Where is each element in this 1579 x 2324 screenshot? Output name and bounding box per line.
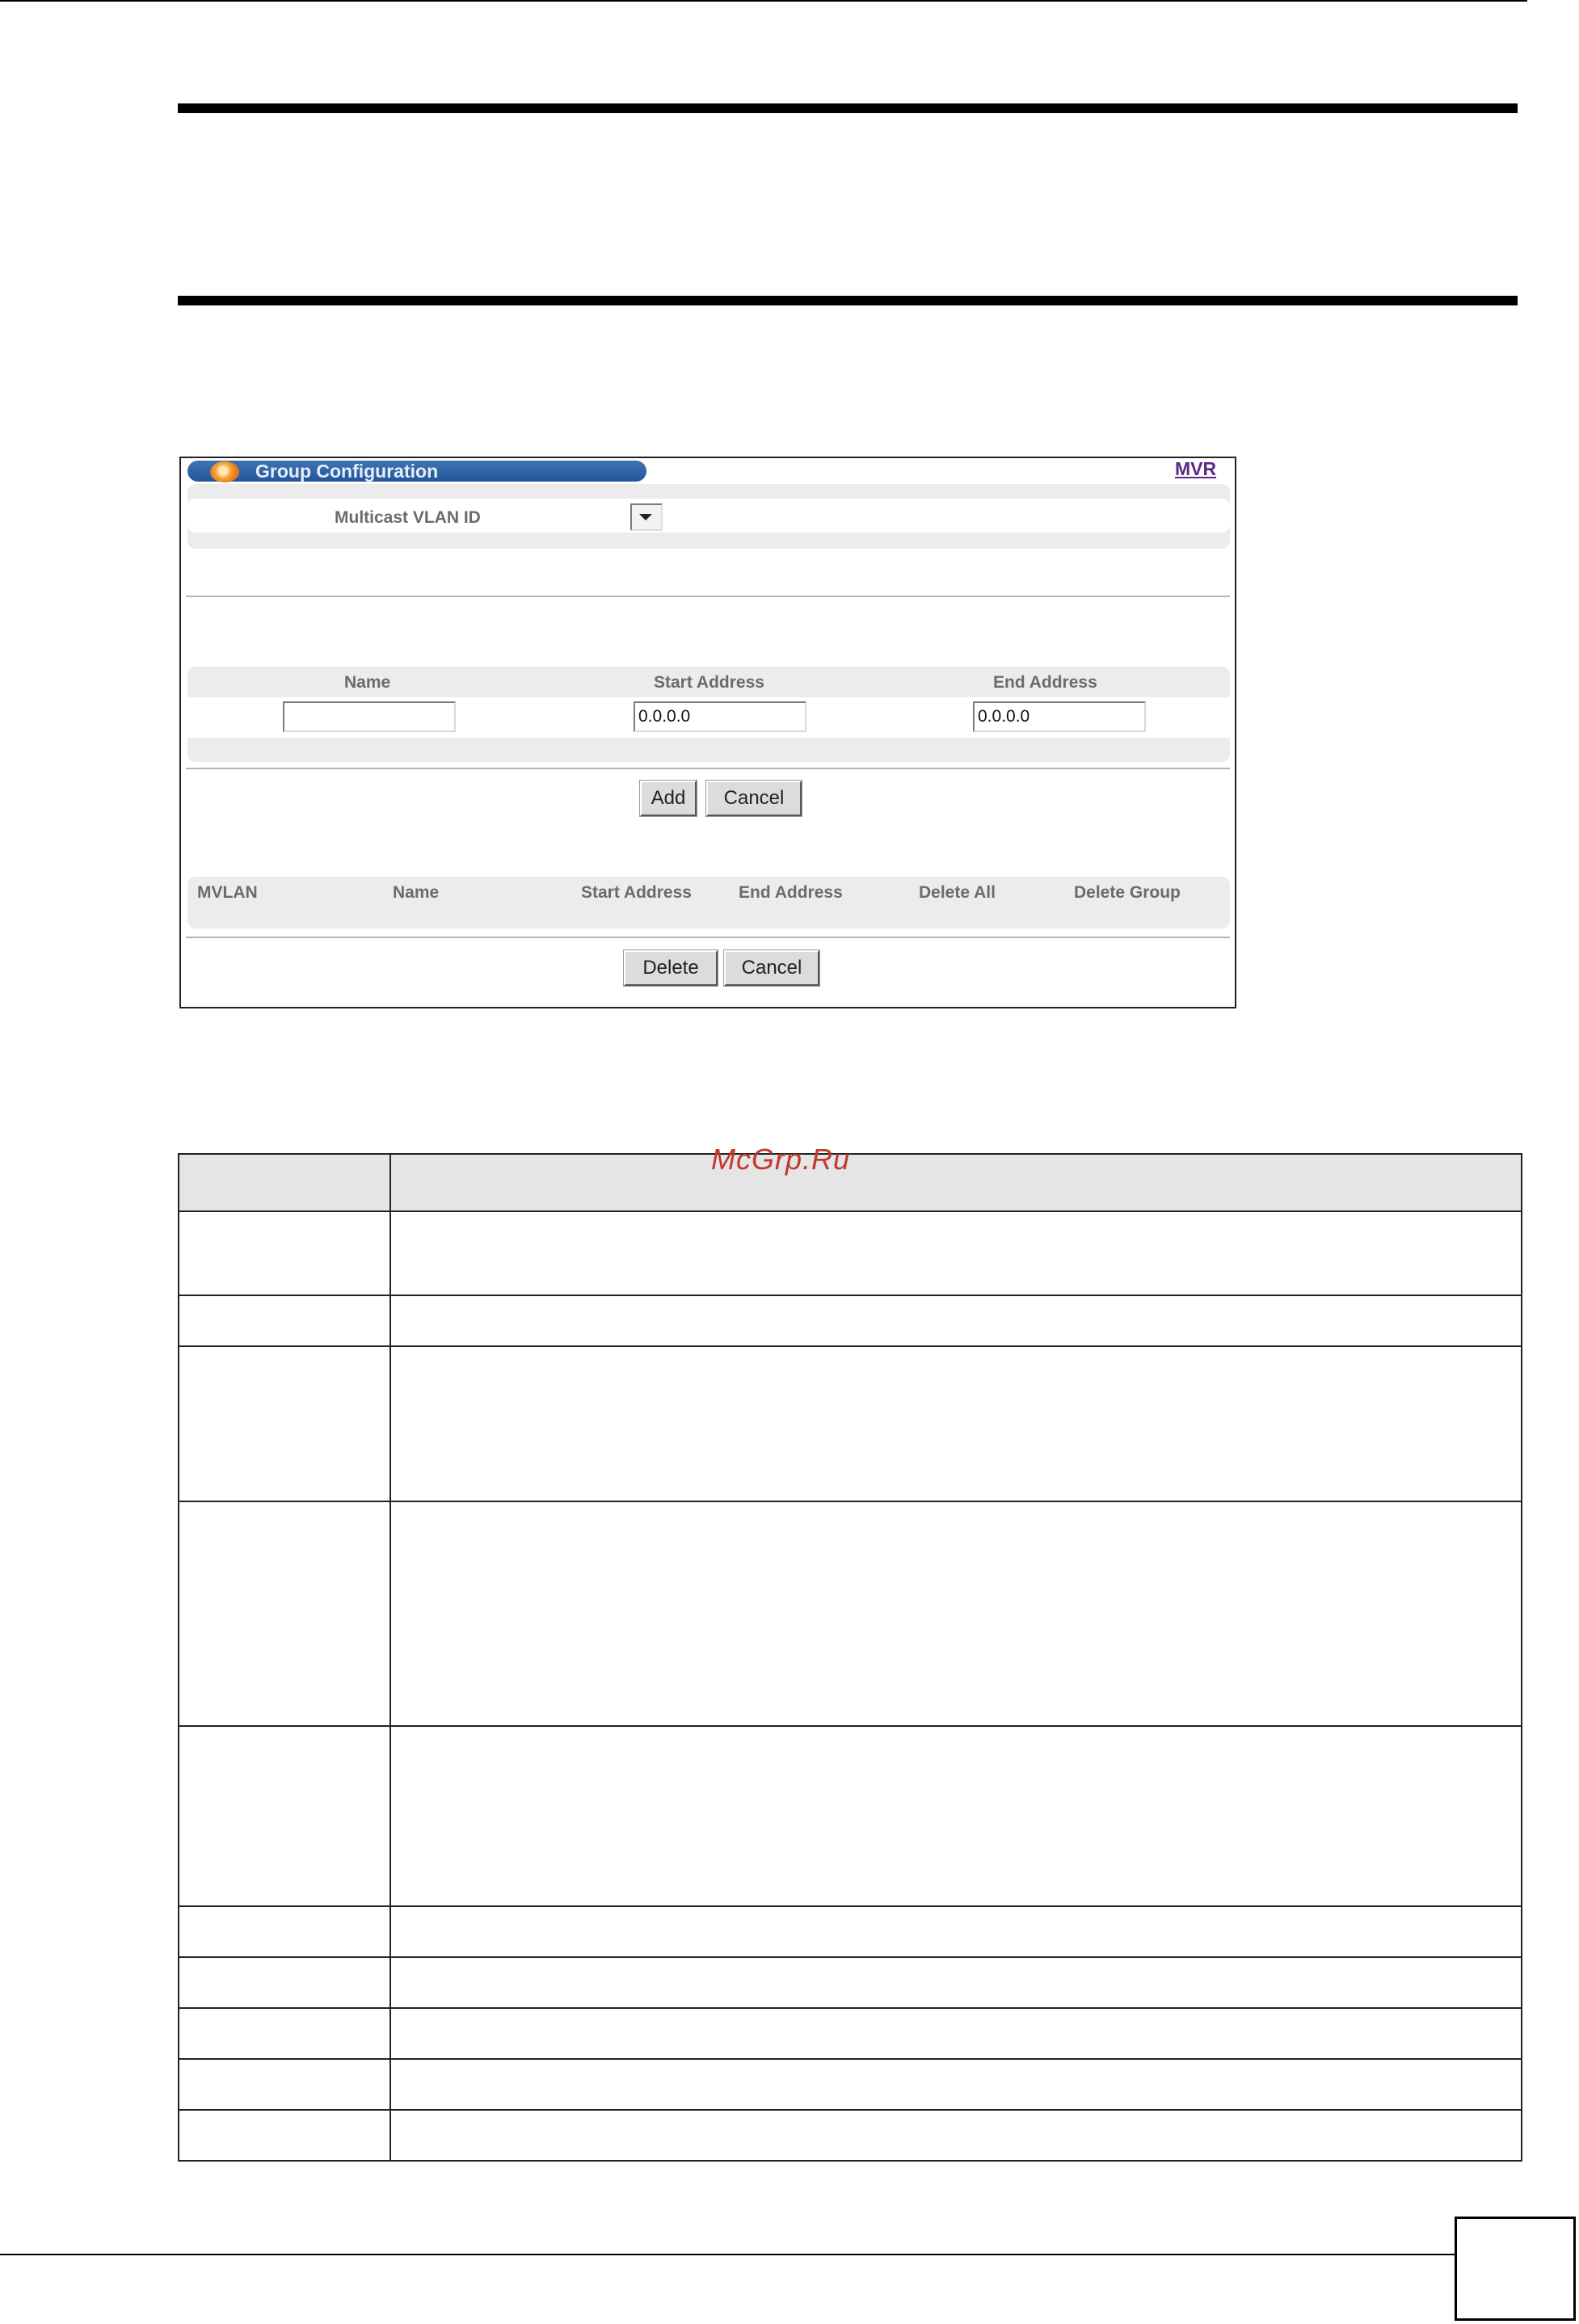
start-address-input[interactable] [634, 701, 806, 732]
panel-title: Group Configuration [255, 461, 439, 482]
start-address-column-header: Start Address [654, 673, 764, 692]
field-description-table [178, 1153, 1522, 2162]
table-cell [179, 1501, 390, 1726]
table-row [179, 2008, 1522, 2059]
table-cell [179, 1957, 390, 2008]
table-row [179, 1726, 1522, 1906]
table-cell [390, 1906, 1522, 1957]
delete-group-column-header: Delete Group [1074, 883, 1181, 902]
table-cell [390, 2059, 1522, 2110]
table-cell [390, 1501, 1522, 1726]
multicast-vlan-label: Multicast VLAN ID [335, 508, 481, 527]
section-divider-1 [186, 596, 1230, 597]
cancel-button-2[interactable]: Cancel [724, 950, 819, 986]
end-address-column-header: End Address [993, 673, 1097, 692]
multicast-vlan-select[interactable] [630, 503, 663, 531]
table-cell [179, 1346, 390, 1501]
table-cell [390, 1346, 1522, 1501]
page-top-rule [0, 0, 1527, 2]
delete-all-column-header: Delete All [919, 883, 996, 902]
table-cell [179, 1154, 390, 1211]
table-cell [179, 2008, 390, 2059]
heading-rule-top [178, 103, 1518, 113]
table-cell [179, 1211, 390, 1295]
group-configuration-panel [179, 457, 1236, 1008]
table-row [179, 1295, 1522, 1346]
table-row [179, 1957, 1522, 2008]
table-cell [179, 2059, 390, 2110]
section-divider-2 [186, 768, 1230, 769]
table-row [179, 1906, 1522, 1957]
delete-button[interactable]: Delete [624, 950, 718, 986]
table-cell [179, 1906, 390, 1957]
table-cell [390, 1295, 1522, 1346]
table-row [179, 2110, 1522, 2161]
table-cell [179, 1726, 390, 1906]
title-bullet-icon [210, 461, 239, 482]
table-cell [390, 1726, 1522, 1906]
table-cell [179, 2110, 390, 2161]
heading-rule-bottom [178, 296, 1518, 305]
mvr-link[interactable]: MVR [1175, 458, 1217, 479]
list-end-address-column-header: End Address [739, 883, 843, 902]
footer-rule [0, 2254, 1455, 2255]
table-cell [390, 1957, 1522, 2008]
cancel-button[interactable]: Cancel [706, 781, 802, 816]
table-row [179, 1501, 1522, 1726]
watermark-text: McGrp.Ru [711, 1143, 851, 1176]
table-row [179, 1211, 1522, 1295]
table-cell [390, 2110, 1522, 2161]
end-address-input[interactable] [973, 701, 1146, 732]
table-row [179, 2059, 1522, 2110]
table-cell [390, 2008, 1522, 2059]
chevron-down-icon [639, 514, 652, 520]
table-row [179, 1346, 1522, 1501]
table-cell [179, 1295, 390, 1346]
group-name-input[interactable] [283, 701, 456, 732]
name-column-header: Name [344, 673, 391, 692]
section-divider-3 [186, 937, 1230, 938]
mvlan-column-header: MVLAN [197, 883, 258, 902]
page-number-box [1455, 2217, 1576, 2321]
table-cell [390, 1211, 1522, 1295]
list-name-column-header: Name [393, 883, 440, 902]
panel-title-bar [187, 461, 646, 482]
table-cell [390, 1154, 1522, 1211]
list-start-address-column-header: Start Address [581, 883, 692, 902]
add-button[interactable]: Add [640, 781, 697, 816]
